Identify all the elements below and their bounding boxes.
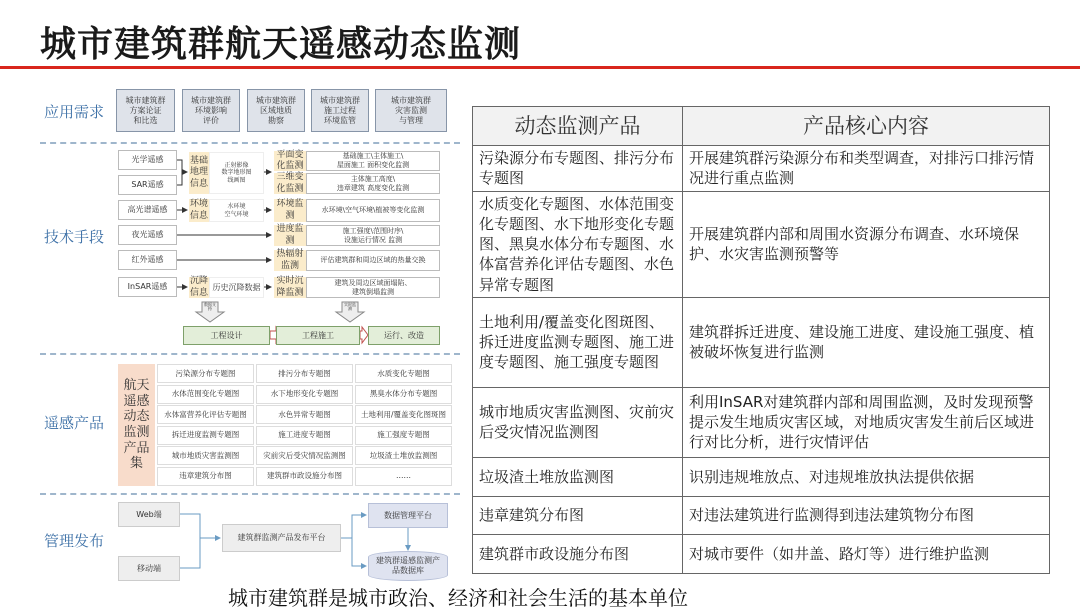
monitor-content: 主体施工高度\ 违章建筑 高度变化监测 [306,173,440,194]
table-row [473,387,1050,457]
section-label-publish: 管理发布 [44,532,105,550]
products-label: 航天遥感动态监测产品集 [118,364,155,486]
product-item: 建筑群市政设施分布图 [256,467,353,486]
data-management-platform: 数据管理平台 [368,503,448,528]
application-box: 城市建筑群 环境影响 评价 [182,89,240,132]
product-item: 水下地形变化专题图 [256,385,353,404]
table-row [473,191,1050,297]
monitor-label: 环境监测 [274,199,306,222]
source-insar: InSAR遥感 [118,277,177,297]
process-operation: 运行、改造 [368,326,440,345]
page-title: 城市建筑群航天遥感动态监测 [40,24,522,65]
monitor-label: 进度监测 [274,225,306,246]
products-table [472,106,1050,574]
down-arrow-label: 数据支持 [204,302,216,312]
info-content: 历史沉降数据 [209,277,264,298]
row-product: 土地利用/覆盖变化图斑图、拆迁进度监测专题图、施工进度专题图、施工强度专题图 [473,297,683,387]
row-product: 建筑群市政设施分布图 [473,534,683,573]
product-item: 水色异常专题图 [256,405,353,424]
publish-web: Web端 [118,502,180,527]
monitor-content: 水环境\空气环境\植被等变化监测 [306,199,440,222]
row-product: 污染源分布专题图、排污分布专题图 [473,146,683,192]
info-content: 正射影像 数字地形图 线画图 [209,152,264,194]
section-label-application: 应用需求 [44,103,105,121]
table-header-product: 动态监测产品 [473,107,683,146]
info-label: 基础地理信息 [189,152,209,194]
product-item: 拆迁进度监测专题图 [157,426,254,445]
monitor-content: 评估建筑群和周边区域的热量交换 [306,250,440,271]
monitor-label: 三维变化监测 [274,173,306,194]
source-infrared: 红外遥感 [118,250,177,270]
monitor-label: 实时沉降监测 [274,277,306,298]
row-content: 识别违规堆放点、对违规堆放执法提供依据 [683,457,1050,496]
row-content: 对违法建筑进行监测得到违法建筑物分布图 [683,496,1050,534]
down-arrow-label: 实时监测 [344,302,356,312]
row-product: 城市地质灾害监测图、灾前灾后受灾情况监测图 [473,387,683,457]
source-optical: 光学遥感 [118,150,177,170]
products-grid [155,364,449,486]
product-item: 城市地质灾害监测图 [157,446,254,465]
product-item: 黑臭水体分布专题图 [355,385,452,404]
info-label: 沉降信息 [189,276,208,298]
product-item: 施工强度专题图 [355,426,452,445]
row-content: 对城市要件（如井盖、路灯等）进行维护监测 [683,534,1050,573]
product-item: 施工进度专题图 [256,426,353,445]
slide-caption: 城市建筑群是城市政治、经济和社会生活的基本单位 [228,586,688,610]
product-item: 垃圾渣土堆放监测图 [355,446,452,465]
application-box: 城市建筑群 施工过程 环境监管 [311,89,369,132]
monitor-label: 平面变化监测 [274,151,306,171]
product-item: 水质变化专题图 [355,364,452,383]
row-content: 利用InSAR对建筑群内部和周围监测，及时发现预警提示发生地质灾害区域，对地质灾害发生前后区域进行对比分析，进行灾情评估 [683,387,1050,457]
application-box: 城市建筑群 方案论证 和比选 [116,89,175,132]
row-product: 垃圾渣土堆放监测图 [473,457,683,496]
process-construction: 工程施工 [276,326,360,345]
table-row [473,297,1050,387]
section-label-technology: 技术手段 [44,228,105,246]
product-item: 土地利用/覆盖变化图斑图 [355,405,452,424]
row-content: 开展建筑群内部和周围水资源分布调查、水环境保护、水灾害监测预警等 [683,191,1050,297]
product-database: 建筑群遥感监测产品数据库 [368,551,448,581]
product-item: 水体范围变化专题图 [157,385,254,404]
row-content: 建筑群拆迁进度、建设施工进度、建设施工强度、植被破坏恢复进行监测 [683,297,1050,387]
monitor-label: 热辐射监测 [274,250,306,271]
row-product: 水质变化专题图、水体范围变化专题图、水下地形变化专题图、黑臭水体分布专题图、水体富营养化评估专题图、水色异常专题图 [473,191,683,297]
product-item: 灾前灾后受灾情况监测图 [256,446,353,465]
info-label: 环境信息 [189,199,208,221]
table-header-content: 产品核心内容 [683,107,1050,146]
product-item: 排污分布专题图 [256,364,353,383]
application-box: 城市建筑群 区域地质 勘察 [247,89,305,132]
product-item: 违章建筑分布图 [157,467,254,486]
monitor-content: 基础施工\主体施工\ 屋面施工 面积变化监测 [306,151,440,171]
monitor-content: 建筑及周边区域面塌陷、 建筑倒塌监测 [306,277,440,298]
publish-platform: 建筑群监测产品发布平台 [222,524,341,552]
table-row [473,457,1050,496]
table-row [473,534,1050,573]
product-item: 水体富营养化评估专题图 [157,405,254,424]
section-label-products: 遥感产品 [44,414,105,432]
table-row [473,496,1050,534]
table-row [473,146,1050,192]
row-product: 违章建筑分布图 [473,496,683,534]
process-design: 工程设计 [183,326,270,345]
source-nightlight: 夜光遥感 [118,225,177,245]
source-hyperspectral: 高光谱遥感 [118,200,177,220]
source-sar: SAR遥感 [118,175,177,195]
product-item: …… [355,467,452,486]
info-content: 水环境 空气环境 [209,199,264,222]
monitor-content: 施工强度\范围时序\ 设施运行情况 监测 [306,225,440,246]
product-item: 污染源分布专题图 [157,364,254,383]
row-content: 开展建筑群污染源分布和类型调查，对排污口排污情况进行重点监测 [683,146,1050,192]
application-box: 城市建筑群 灾害监测 与管理 [375,89,447,132]
publish-mobile: 移动端 [118,556,180,581]
